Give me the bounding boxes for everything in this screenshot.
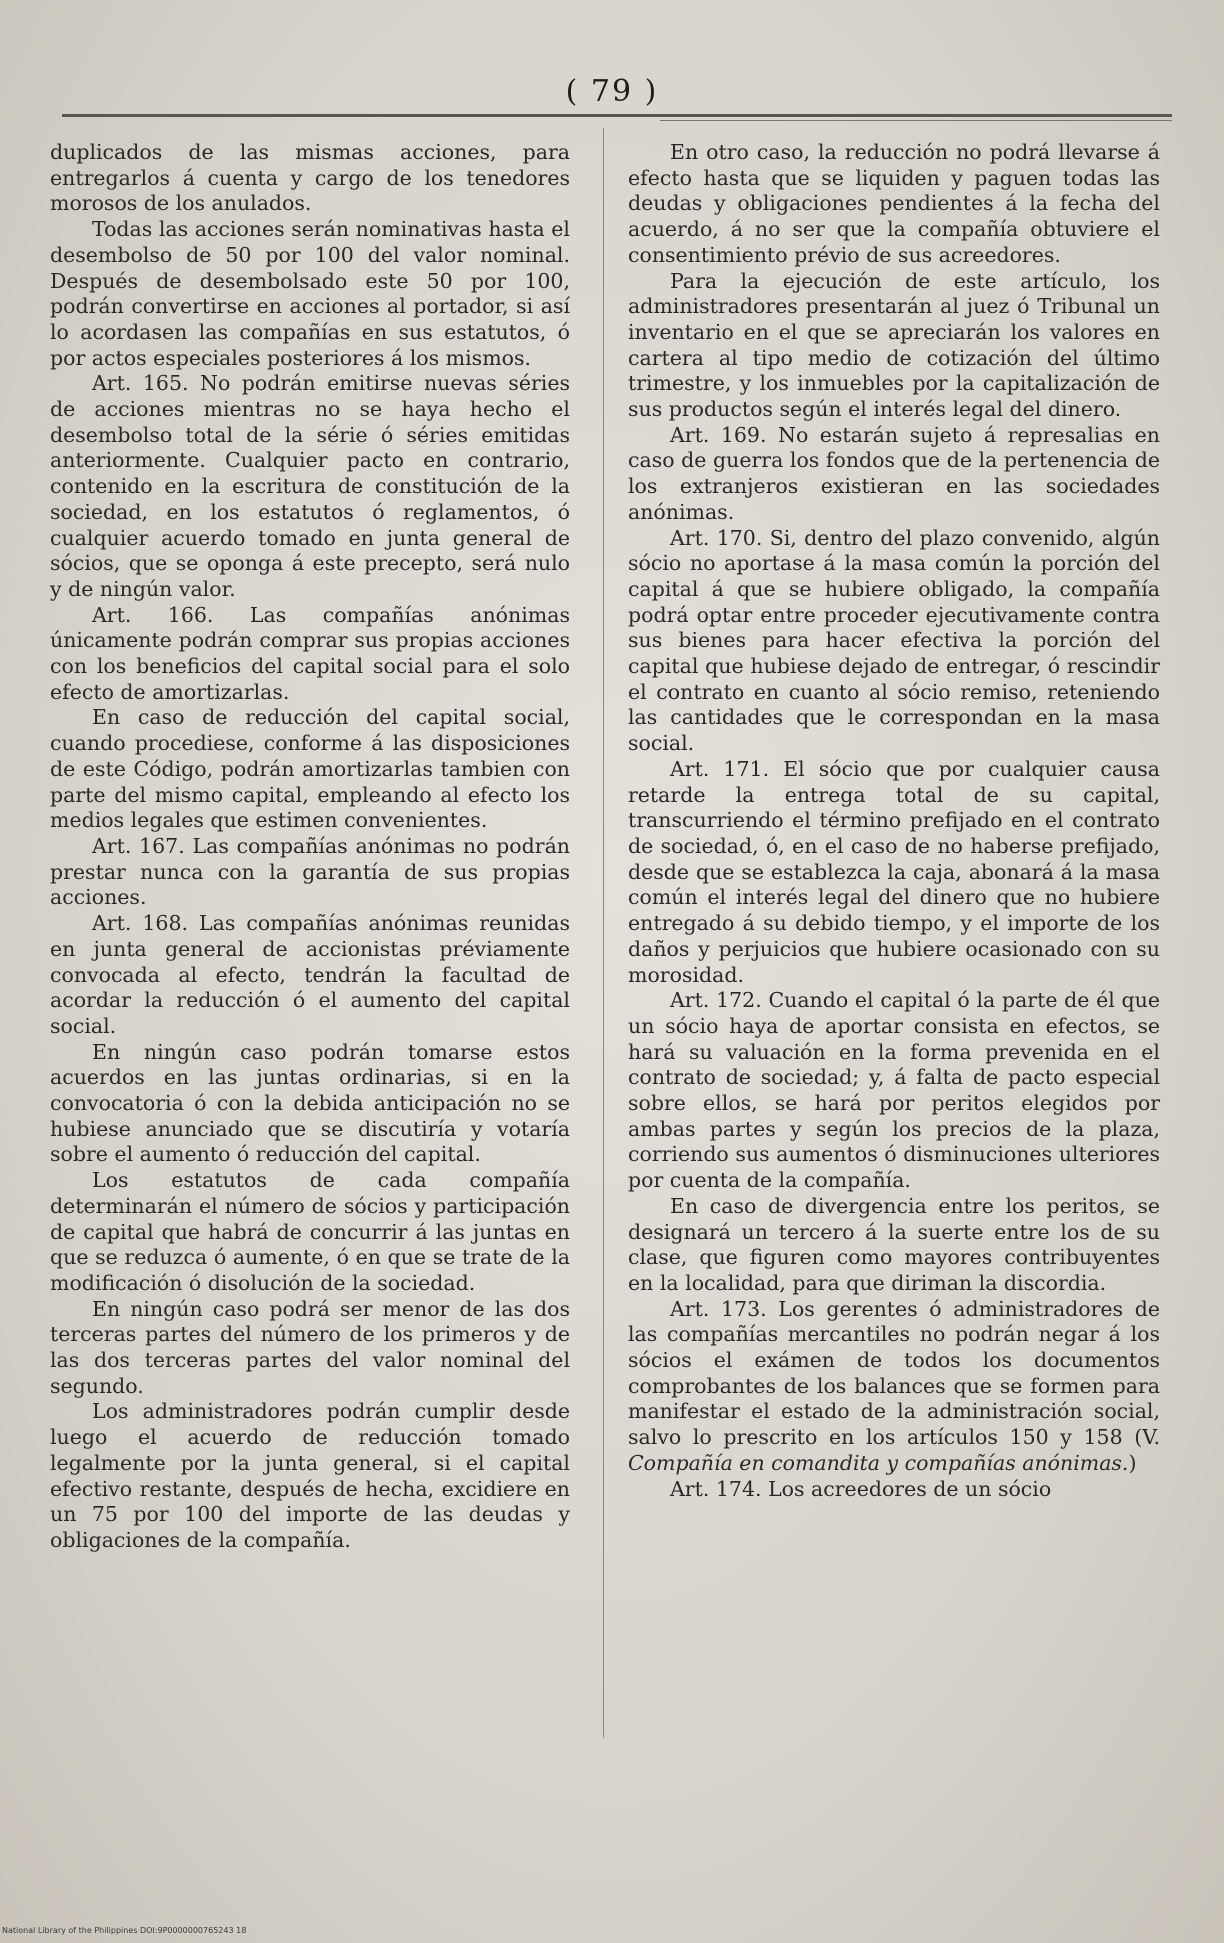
- paragraph-text: Las compañías anónimas reunidas en junta general de accionistas préviamente convocada al efecto, tendrán la facultad de acordar la reducción ó el aumento del capital social.: [50, 911, 570, 1038]
- paragraph: [50, 1168, 570, 1297]
- paragraph-text: Las compañías anónimas no podrán prestar nunca con la garantía de sus propias acciones.: [50, 833, 570, 910]
- paragraph-text: Si, dentro del plazo convenido, algún sócio no aportase á la masa común la porción del capital á que se hubiere obligado, la compañía podrá optar entre proceder ejecutivamente contra sus bienes para hacer efectiva la porción del capital que hubiese dejado de entregar, ó rescindir el contrato en cuanto al sócio remiso, reteniendo las cantidades que le correspondan en la masa social.: [628, 525, 1160, 756]
- paragraph-text: Cuando el capital ó la parte de él que un sócio haya de aportar consista en efectos, se hará su valuación en la forma prevenida en el contrato de sociedad; y, á falta de pacto especial sobre ellos, se hará por peritos elegidos por ambas partes y según los precios de la plaza, corriendo sus aumentos ó disminuciones ulteriores por cuenta de la compañía.: [628, 988, 1160, 1193]
- paragraph-text: Los gerentes ó administradores de las compañías mercantiles no podrán negar á los sócios el exámen de todos los documentos comprobantes de los balances que se formen para manifestar el estado de la administración social, salvo lo prescrito en los artículos 150 y 158 (V.: [628, 1296, 1160, 1450]
- article-label: Art. 172.: [670, 988, 762, 1013]
- header-rule-secondary: [660, 120, 1172, 121]
- paragraph-text: En otro caso, la reducción no podrá llevarse á efecto hasta que se liquiden y paguen todas las deudas y obligaciones pendientes á la fecha del acuerdo, á no ser que la compañía obtuviere el consentimiento prévio de sus acreedores.: [628, 140, 1160, 267]
- article-label: Art. 166.: [92, 602, 214, 627]
- paragraph-text: Las compañías anónimas únicamente podrán comprar sus propias acciones con los beneficios del capital social para el solo efecto de amortizarlas.: [50, 602, 570, 704]
- article-label: Art. 171.: [670, 756, 770, 781]
- paragraph: [50, 705, 570, 834]
- article-label: Art. 174.: [670, 1476, 762, 1501]
- paragraph: [50, 1297, 570, 1400]
- article-paragraph: [628, 757, 1160, 988]
- header-rule: [62, 114, 1172, 117]
- paragraph-text: En caso de reducción del capital social, cuando procediese, conforme á las disposiciones de este Código, podrán amortizarlas tambien con parte del mismo capital, empleando al efecto los medios legales que estimen convenientes.: [50, 705, 570, 833]
- article-paragraph: [628, 1297, 1160, 1477]
- left-text-column: [50, 140, 570, 1554]
- footer-credit: National Library of the Philippines DOI:9P0000000765243 18: [2, 1926, 247, 1935]
- article-label: Art. 167.: [92, 833, 185, 858]
- paragraph-text: Todas las acciones serán nominativas hasta el desembolso de 50 por 100 del valor nominal. Después de desembolsado este 50 por 100, podrán convertirse en acciones al portador, si así lo acordasen las compañías en sus estatutos, ó por actos especiales posteriores á los mismos.: [50, 217, 570, 370]
- article-paragraph: [628, 423, 1160, 526]
- article-paragraph: [628, 988, 1160, 1194]
- article-paragraph: [50, 603, 570, 706]
- paragraph: [628, 269, 1160, 423]
- article-paragraph: [628, 1477, 1160, 1503]
- paragraph-text: El sócio que por cualquier causa retarde la entrega total de su capital, transcurriendo el término prefijado en el contrato de sociedad, ó, en el caso de no haberse prefijado, desde que se establezca la caja, abonará á la masa común el interés legal del dinero que no hubiere entregado á su debido tiempo, y el importe de los daños y perjuicios que hubiere ocasionado con su morosidad.: [628, 756, 1160, 987]
- paragraph-text: No podrán emitirse nuevas séries de acciones mientras no se haya hecho el desembolso total de la série ó séries emitidas anteriormente. Cualquier pacto en contrario, contenido en la escritura de constitución de la sociedad, en los estatutos ó reglamentos, ó cualquier acuerdo tomado en junta general de sócios, que se oponga á este precepto, será nulo y de ningún valor.: [50, 371, 570, 601]
- paragraph: [50, 1399, 570, 1553]
- article-paragraph: [628, 526, 1160, 757]
- column-divider: [603, 128, 604, 1738]
- article-paragraph: [50, 834, 570, 911]
- paragraph-text: Los administradores podrán cumplir desde luego el acuerdo de reducción tomado legalmente por la junta general, si el capital efectivo restante, después de hecha, excidiere en un 75 por 100 del importe de las deudas y obligaciones de la compañía.: [50, 1399, 570, 1552]
- article-paragraph: [50, 371, 570, 602]
- paragraph-text: Para la ejecución de este artículo, los administradores presentarán al juez ó Tribunal un inventario en el que se apreciarán los valores en cartera al tipo medio de cotización del último trimestre, y los inmuebles por la capitalización de sus productos según el interés legal del dinero.: [628, 268, 1160, 422]
- paragraph-text: Los estatutos de cada compañía determinarán el número de sócios y participación de capital que habrá de concurrir á las juntas en que se reduzca ó aumente, ó en que se trate de la modificación ó disolución de la sociedad.: [50, 1168, 570, 1295]
- article-label: Art. 173.: [670, 1296, 767, 1321]
- paragraph: [50, 1040, 570, 1169]
- article-label: Art. 170.: [670, 525, 763, 550]
- paragraph-text: En ningún caso podrá ser menor de las dos terceras partes del número de los primeros y de las dos terceras partes del valor nominal del segundo.: [50, 1296, 570, 1398]
- paragraph-text: En ningún caso podrán tomarse estos acuerdos en las juntas ordinarias, si en la convocatoria ó con la debida anticipación no se hubiese anunciado que se discutiría y votaría sobre el aumento ó reducción del capital.: [50, 1039, 570, 1167]
- paragraph: [628, 1194, 1160, 1297]
- right-text-column: [628, 140, 1160, 1502]
- paragraph-text: En caso de divergencia entre los peritos, se designará un tercero á la suerte entre los de su clase, que figuren como mayores contribuyentes en la localidad, para que diriman la discordia.: [628, 1193, 1160, 1295]
- italic-reference: Compañía en comandita y compañías anónimas.: [628, 1450, 1129, 1475]
- paragraph: [50, 140, 570, 217]
- article-paragraph: [50, 911, 570, 1040]
- article-label: Art. 165.: [92, 371, 189, 396]
- paragraph-text: duplicados de las mismas acciones, para entregarlos á cuenta y cargo de los tenedores morosos de los anulados.: [50, 140, 570, 216]
- page-number: ( 79 ): [565, 74, 659, 109]
- paragraph-tail: ): [1128, 1450, 1137, 1475]
- paragraph: [628, 140, 1160, 269]
- article-label: Art. 169.: [670, 422, 767, 447]
- article-label: Art. 168.: [92, 911, 189, 936]
- paragraph: [50, 217, 570, 371]
- paragraph-text: No estarán sujeto á represalias en caso de guerra los fondos que de la pertenencia de los extranjeros existieran en las sociedades anónimas.: [628, 422, 1160, 524]
- paragraph-text: Los acreedores de un sócio: [768, 1476, 1052, 1501]
